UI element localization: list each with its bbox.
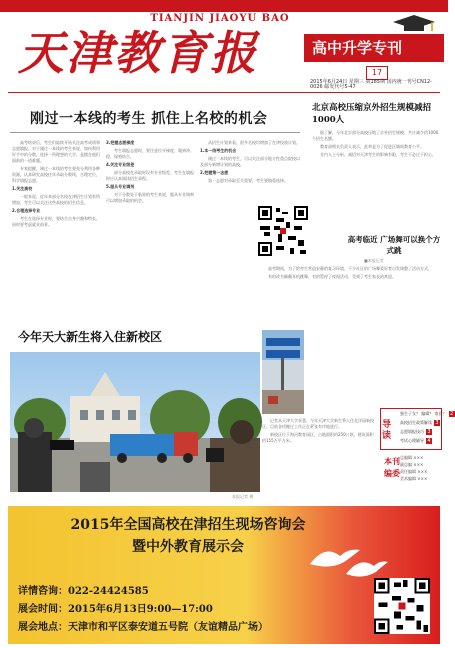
editor-entry: 责任编辑 ××× (400, 469, 428, 474)
paragraph: 教育部相关负责人表示，此举是为了促进区域间教育公平。 (320, 144, 424, 149)
paragraph: 部分高校在录取时设有专业级差，考生在填报时应认真阅读招生章程。 (106, 170, 194, 181)
street-sign-photo (262, 330, 304, 414)
guide-item-page: 3 (435, 420, 439, 426)
editor-entry: 美术编辑 ××× (400, 476, 428, 481)
right-column-headline: 北京高校压缩京外招生规模减招1000人 (312, 103, 432, 125)
paragraph: 从招生计划来看，很多名校均增加了在津投放计划。 (208, 140, 300, 145)
guide-label: 导读 (382, 420, 392, 441)
right-column-text (312, 130, 442, 202)
editors-list (400, 454, 442, 482)
paragraph: 记者从天津大学获悉，今年天津大学新生将入住北洋园新校区。目前各项搬迁工作正在紧张有序地进行。 (262, 418, 374, 429)
special-section-title: 高中升学专刊 (304, 34, 444, 62)
guide-item-page: 4 (427, 438, 431, 444)
guide-item[interactable] (400, 420, 438, 426)
guide-item-text: 独生子女？ 编辑？ 家长？ (400, 411, 447, 416)
editor-entry: 副总编 ××× (400, 462, 424, 467)
byline: ■本报记者 (364, 258, 384, 263)
subhead: 2.把握第一志愿 (200, 170, 229, 175)
page-number: 17 (366, 66, 388, 80)
ad-hotline: 详情咨询：022-24424585 (18, 586, 149, 597)
subhead: 5.服从专业调剂 (106, 184, 135, 189)
guide-item[interactable] (400, 429, 438, 435)
subhead: 2.合理选择专业 (12, 208, 41, 213)
guide-item-text: 高校招生政策解读 (400, 420, 432, 425)
editor-entry: 总编辑 ××× (400, 455, 424, 460)
ad-subtitle: 暨中外教育展示会 (132, 539, 244, 555)
ad-title: 2015年全国高校在津招生现场咨询会 (70, 517, 306, 533)
lead-column-2 (106, 140, 194, 318)
guide-item-text: 志愿填报技巧 (400, 429, 424, 434)
ad-venue: 展会地点：天津市和平区泰安道五号院（友谊精品广场） (18, 622, 268, 633)
paragraph: 业内人士分析，减招对天津考生的影响有限，考生不必过于担心。 (320, 152, 436, 157)
qr-code-icon (258, 206, 308, 256)
lead-headline: 刚过一本线的考生 抓住上名校的机会 (30, 111, 268, 127)
paragraph: 高考结束后，考生们陆续开始关注高考成绩和志愿填报。对于刚过一本线的考生来说，如何利用好手中的分数，选择一所理想的大学，是摆在他们面前的一道难题。 (12, 140, 100, 163)
qr-code-icon (374, 578, 430, 634)
photo-story-text (262, 418, 374, 502)
guide-item-page: 2 (449, 411, 454, 417)
masthead-title: 天津教育报 (18, 26, 258, 80)
paragraph: 第一志愿对录取至关重要，考生要慎重选择。 (208, 178, 288, 183)
guide-item-page: 3 (427, 429, 431, 435)
gaokao-text (260, 266, 442, 322)
paragraph: 一般来说，近年来部分名校在津招生计划有所增加，考生可以关注这些高校的招生信息。 (12, 194, 100, 205)
guide-item-text: 考试心理辅导 (400, 438, 424, 443)
editors-label: 本刊编委 (384, 457, 400, 478)
paragraph: 有的改为佩戴耳机跳舞，有的暂停了夜间活动，受到了考生家长的欢迎。 (268, 274, 396, 279)
qr-side-text (312, 206, 442, 230)
headline-rule (10, 132, 300, 133)
paragraph: 高考期间，为了给考生营造安静的复习环境，不少社区的广场舞爱好者自发调整了活动方式。 (268, 266, 432, 271)
paragraph: 考生填报志愿时，要注意拉开梯度，做到冲、稳、保相结合。 (106, 148, 194, 159)
graduation-cap-icon (392, 14, 436, 34)
top-red-bar (0, 0, 448, 12)
guide-item[interactable] (400, 438, 438, 444)
subhead: 3.把握志愿梯度 (106, 140, 135, 145)
subhead: 1.本一线考生的机会 (200, 148, 237, 153)
ad-time: 展会时间：2015年6月13日9:00—17:00 (18, 604, 213, 615)
guide-item[interactable] (400, 411, 454, 417)
lead-column-1 (12, 140, 100, 318)
campus-photo (10, 352, 260, 492)
gaokao-headline: 高考临近 广场舞可以换个方式跳 (347, 235, 441, 255)
paragraph: 对于分数处于临界的考生来说，服从专业调剂可以增加录取的机会。 (106, 192, 194, 203)
photo-headline: 今年天大新生将入住新校区 (18, 330, 163, 344)
paragraph: 据了解，今年北京部分高校压缩了京外招生规模，共计减少约1000个招生名额。 (312, 130, 439, 141)
doves-icon (300, 534, 390, 584)
paragraph: 考生在选择专业时，要结合自身兴趣和特长，同时要考虑就业前景。 (12, 216, 100, 227)
paragraph: 新校区位于海河教育园区，占地面积约250公顷，建筑面积约155万平方米。 (262, 432, 374, 443)
masthead-rule (8, 92, 440, 93)
masthead-pinyin: TIANJIN JIAOYU BAO (150, 13, 290, 24)
subhead: 1.关注高校 (12, 186, 33, 191)
paragraph: 刚过一本线的考生，可以关注部分地方性重点院校以及部分新增计划的高校。 (200, 156, 300, 167)
paragraph: 专家提醒，刚过一本线的考生要充分利用各种资源，认真研究高校往年录取分数线，合理定位，科学填报志愿。 (12, 166, 100, 183)
issue-info: 2015年6月24日 星期三 第185期 国内统一刊号CN12-0026 邮发代号5-47 (310, 79, 432, 90)
subhead: 4.关注专业级差 (106, 162, 135, 167)
photo-caption: 本报记者 摄 (232, 494, 254, 499)
